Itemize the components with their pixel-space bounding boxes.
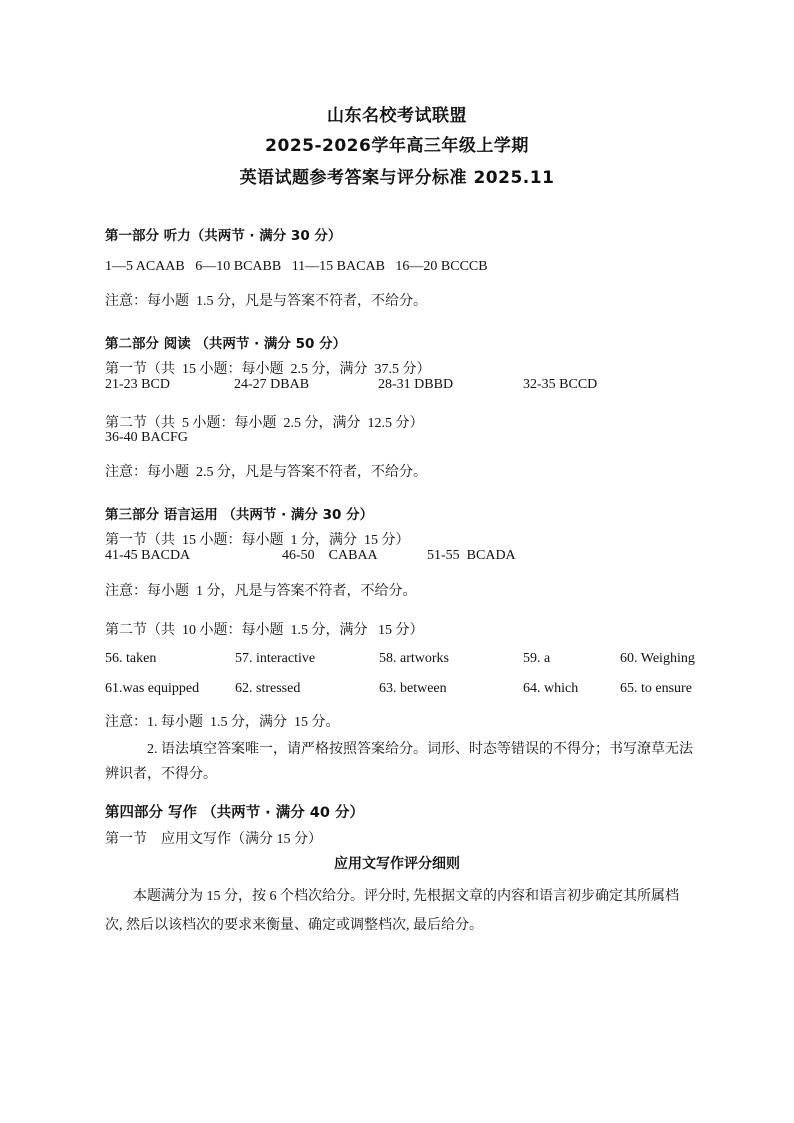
grammar-answer: 64. which [523, 681, 579, 696]
part1-answers: 1—5 ACAAB 6—10 BCABB 11—15 BACAB 16—20 BCCCB [105, 259, 488, 274]
scoring-rules-paragraph: 本题满分为 15 分，按 6 个档次给分。评分时, 先根据文章的内容和语言初步确定其所属档次, 然后以该档次的要求来衡量、确定或调整档次, 最后给分。 [105, 889, 679, 933]
part3-answer-group: 46-50 CABAA [282, 548, 378, 563]
part3-sec1-desc: 第一节（共 15 小题：每小题 1 分，满分 15 分） [105, 533, 410, 548]
part1-note: 注意：每小题 1.5 分，凡是与答案不符者，不给分。 [105, 294, 427, 309]
part2-answer-group: 32-35 BCCD [523, 377, 598, 392]
grammar-answer: 58. artworks [379, 651, 449, 666]
part2-sec2-answers: 36-40 BACFG [105, 430, 188, 445]
grammar-answer: 63. between [379, 681, 447, 696]
part3-answer-group: 41-45 BACDA [105, 548, 191, 563]
part3-sec2-desc: 第二节（共 10 小题：每小题 1.5 分，满分 15 分） [105, 623, 424, 638]
part2-heading: 第二部分 阅读 （共两节 · 满分 50 分） [105, 336, 347, 352]
part4-heading: 第四部分 写作 （共两节 · 满分 40 分） [105, 805, 364, 821]
part4-sec1-desc: 第一节 应用文写作（满分 15 分） [105, 832, 322, 847]
grammar-answer: 60. Weighing [620, 651, 695, 666]
doc-title: 英语试题参考答案与评分标准 2025.11 [239, 168, 555, 188]
part2-answer-group: 24-27 DBAB [234, 377, 310, 392]
grammar-answer: 57. interactive [235, 651, 316, 666]
part3-note2: 注意：1. 每小题 1.5 分，满分 15 分。 [105, 715, 340, 730]
part3-note3: 2. 语法填空答案唯一，请严格按照答案给分。词形、时态等错误的不得分；书写潦草无法辨识者，不得分。 [105, 742, 693, 782]
grammar-answer: 62. stressed [235, 681, 301, 696]
part2-note: 注意：每小题 2.5 分，凡是与答案不符者，不给分。 [105, 465, 427, 480]
part2-sec2-desc: 第二节（共 5 小题：每小题 2.5 分，满分 12.5 分） [105, 416, 424, 431]
org-title: 山东名校考试联盟 [327, 106, 467, 126]
part2-answer-group: 28-31 DBBD [378, 377, 454, 392]
part1-heading: 第一部分 听力（共两节 · 满分 30 分） [105, 228, 342, 244]
scoring-rules-title: 应用文写作评分细则 [334, 856, 460, 872]
term-title: 2025-2026学年高三年级上学期 [265, 136, 529, 156]
grammar-answer: 59. a [523, 651, 551, 666]
part3-note1: 注意：每小题 1 分，凡是与答案不符者，不给分。 [105, 584, 417, 599]
grammar-answer: 65. to ensure [620, 681, 692, 696]
grammar-answer: 61.was equipped [105, 681, 200, 696]
part2-answer-group: 21-23 BCD [105, 377, 170, 392]
grammar-answer: 56. taken [105, 651, 157, 666]
part3-answer-group: 51-55 BCADA [427, 548, 516, 563]
part2-sec1-desc: 第一节（共 15 小题：每小题 2.5 分，满分 37.5 分） [105, 362, 431, 377]
part3-heading: 第三部分 语言运用 （共两节 · 满分 30 分） [105, 507, 374, 523]
